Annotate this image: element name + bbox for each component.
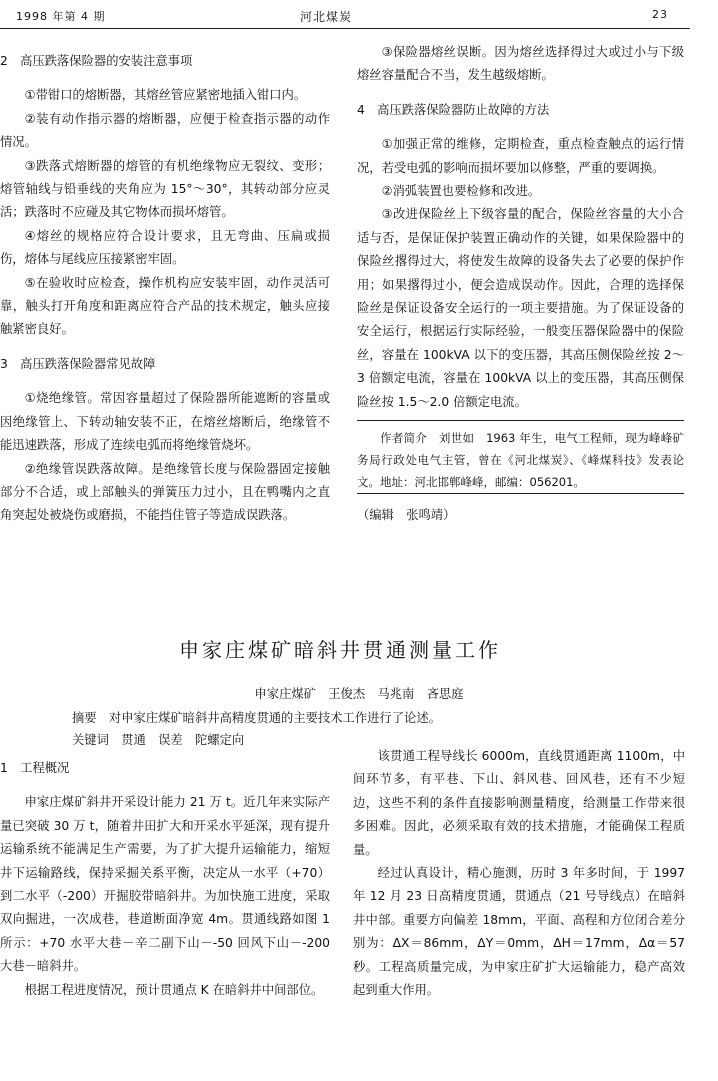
author-note: 作者简介 刘世如 1963 年生，电气工程师，现为峰峰矿务局行政处电气主管，曾在《河北煤炭》、《峰煤科技》发表论文。地址：河北邯郸峰峰，邮编：056201。 (357, 431, 684, 490)
section-1-title: 1 工程概况 (0, 761, 70, 775)
sec3-item-2: ②绝缘管误跌落故障。是绝缘管长度与保险器固定接触部分不合适，或上部触头的弹簧压力过小，且在鸭嘴内之直角突起处被烧伤或磨损，不能挡住管子等造成误跌落。 (0, 461, 330, 523)
header-rule (0, 28, 690, 29)
article-title: 申家庄煤矿暗斜井贯通测量工作 (179, 638, 501, 662)
section-2-title: 2 高压跌落保险器的安装注意事项 (0, 54, 193, 68)
article2-left-para-2: 根据工程进度情况，预计贯通点 K 在暗斜井中间部位。 (24, 982, 324, 997)
section-3-title: 3 高压跌落保险器常见故障 (0, 356, 156, 371)
sec2-item-1: ①带钳口的熔断器，其熔丝管应紧密地插入钳口内。 (24, 88, 307, 103)
author-note-bottom-rule (357, 493, 684, 494)
sec4-item-3: ③改进保险丝上下级容量的配合，保险丝容量的大小合适与否，是保证保护装置正确动作的关键，如果保险器中的保险丝撂得过大，将使发生故障的设备失去了必要的保护作用；如果撂得过小，便会造成误动作。因此，合理的选择保险丝是保证设备安全运行的一项主要措施。为了保证设备的安全运行，根据运行实际经验，一般变压器保险器中的保险丝，容量在 100kVA 以下的变压器，其高压侧保险丝按 2～3 倍额定电流，容量在 100kVA 以上的变压器，其高压侧保险丝按 1.5～2.0 倍额定电流。 (357, 207, 684, 409)
issue-label: 1998 年第 4 期 (16, 10, 106, 23)
abstract: 摘要 对申家庄煤矿暗斜井高精度贯通的主要技术工作进行了论述。 (72, 711, 441, 725)
article-authors: 申家庄煤矿 王俊杰 马兆南 吝思庭 (254, 687, 464, 701)
article2-right-column (353, 745, 685, 1002)
keywords: 关键词 贯通 误差 陀螺定向 (72, 733, 245, 747)
left-column (0, 50, 330, 528)
page-header (0, 0, 718, 28)
sec2-item-2: ②装有动作指示器的熔断器，应便于检查指示器的动作情况。 (0, 111, 330, 150)
page-number: 23 (652, 8, 668, 21)
editor-credit: （编辑 张鸣靖） (357, 508, 456, 523)
article2-left-column (0, 757, 330, 1002)
sec2-item-4: ④熔丝的规格应符合设计要求，且无弯曲、压扁或损伤，熔体与尾线应压接紧密牢固。 (0, 228, 330, 267)
sec4-item-1: ①加强正常的维修，定期检查，重点检查触点的运行情况，若受电弧的影响而损坏要加以修整，严重的要调换。 (357, 137, 684, 175)
sec3-item-3: ③保险器熔丝误断。因为熔丝选择得过大或过小与下级熔丝容量配合不当，发生越级熔断。 (357, 45, 684, 83)
sec2-item-5: ⑤在验收时应检查，操作机构应安装牢固，动作灵活可靠，触头打开角度和距离应符合产品的技术规定，触头应接触紧密良好。 (0, 275, 330, 337)
right-column (357, 41, 684, 528)
sec2-item-3: ③跌落式熔断器的熔管的有机绝缘物应无裂纹、变形；熔管轴线与铅垂线的夹角应为 15°～30°，其转动部分应灵活；跌落时不应碰及其它物体而损坏熔管。 (0, 158, 330, 220)
sec4-item-2: ②消弧装置也要检修和改进。 (381, 184, 541, 199)
article2-right-para-2: 经过认真设计，精心施测，历时 3 年多时间，于 1997 年 12 月 23 日高精度贯通，贯通点（21 号导线点）在暗斜井中部。重要方向偏差 18mm，平面、高程和方位闭合差分别为：ΔX＝86mm，ΔY＝0mm，ΔH＝17mm，Δα＝57 秒。工程高质量完成，为申家庄矿扩大运输能力，稳产高效起到重大作用。 (353, 866, 685, 998)
article2-left-para-1: 申家庄煤矿斜井开采设计能力 21 万 t。近几年来实际产量已突破 30 万 t，随着井田扩大和开采水平延深，现有提升运输系统不能满足生产需要，为了扩大提升运输能力，缩短井下运输路线，保持采掘关系平衡，决定从一水平（+70）到二水平（-200）开掘胶带暗斜井。为加快施工进度，采取双向掘进，一次成巷，巷道断面净宽 4m。贯通线路如图 1 所示：+70 水平大巷－辛二副下山－-50 回风下山－-200 大巷－暗斜井。 (0, 795, 330, 974)
journal-name: 河北煤炭 (300, 10, 353, 24)
section-4-title: 4 高压跌落保险器防止故障的方法 (357, 102, 550, 117)
sec3-item-1: ①烧绝缘管。常因容量超过了保险器所能遮断的容量或因绝缘管上、下转动轴安装不正，在熔丝熔断后，绝缘管不能迅速跌落，形成了连续电弧而将绝缘管烧坏。 (0, 391, 330, 453)
article2-right-para-1: 该贯通工程导线长 6000m，直线贯通距离 1100m，中间环节多，有平巷、下山、斜风巷、回风巷，还有不少短边，这些不利的条件直接影响测量精度，给测量工作带来很多困难。因此，必须采取有效的技术措施，才能确保工程质量。 (353, 749, 685, 857)
